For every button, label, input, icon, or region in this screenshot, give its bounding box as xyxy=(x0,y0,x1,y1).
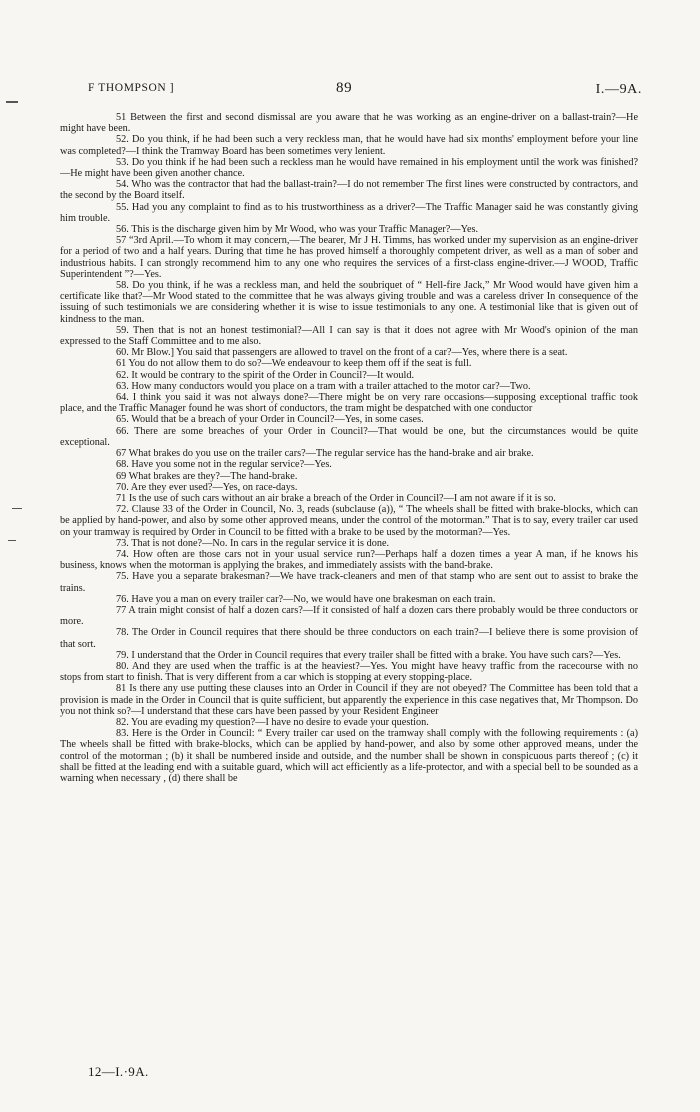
transcript-paragraph: 65. Would that be a breach of your Order in Council?—Yes, in some cases. xyxy=(116,414,424,426)
margin-mark xyxy=(8,540,16,541)
transcript-paragraph: 60. Mr Blow.] You said that passengers are allowed to travel on the front of a car?—Yes, where there is a seat. xyxy=(116,347,568,359)
document-reference: I.—9A. xyxy=(595,82,642,97)
transcript-paragraph: 55. Had you any complaint to find as to his trustworthiness as a driver?—The Traffic Manager said he was constantly giving him trouble. xyxy=(60,201,638,224)
transcript-paragraph: 79. I understand that the Order in Council requires that every trailer shall be fitted with a brake. You have such cars?—Yes. xyxy=(116,649,621,661)
page-number: 89 xyxy=(336,80,353,96)
transcript-paragraph: 78. The Order in Council requires that there should be three conductors on each train?—I believe there is some provision of that sort. xyxy=(60,627,638,650)
transcript-paragraph: 72. Clause 33 of the Order in Council, No. 3, reads (subclause (a)), “ The wheels shall be fitted with brake-blocks, which can be applied by hand-power, and also by some other approved means, under the control of the motorman.” That is to say, every trailer car used on your tramway is required by Order in Council to be fitted with a brake to be used by the motorman?—Yes. xyxy=(60,504,638,538)
transcript-paragraph: 51 Between the first and second dismissal are you aware that he was working as an engine-driver on a ballast-train?—He might have been. xyxy=(60,112,638,135)
footer-reference: 12—I.·9A. xyxy=(88,1064,149,1079)
transcript-paragraph: 57 “3rd April.—To whom it may concern,—The bearer, Mr J H. Timms, has worked under my supervision as an engine-driver for a period of two and a half years. During that time he has proved himself a thoroughly competent driver, as well as a man of sober and industrious habits. I can strongly recommend him to any one who requires the services of a first-class engine-driver.—J WOOD, Traffic Superintendent ”?—Yes. xyxy=(60,235,638,280)
transcript-paragraph: 63. How many conductors would you place on a tram with a trailer attached to the motor car?—Two. xyxy=(116,380,531,392)
transcript-paragraph: 76. Have you a man on every trailer car?—No, we would have one brakesman on each train. xyxy=(116,593,496,605)
transcript-paragraph: 59. Then that is not an honest testimonial?—All I can say is that it does not agree with Mr Wood's opinion of the man expressed to the Staff Committee and to me also. xyxy=(60,324,638,348)
transcript-body xyxy=(60,112,638,784)
transcript-paragraph: 74. How often are those cars not in your usual service run?—Perhaps half a dozen times a year A man, if he knows his business, knows when the motorman is applying the brakes, and immediately assists with the band-brake. xyxy=(60,548,638,572)
transcript-paragraph: 64. I think you said it was not always done?—There might be on very rare occasions—supposing exceptional traffic took place, and the Traffic Manager found he was short of conductors, the tram might be despatched with one conductor xyxy=(60,392,638,415)
transcript-paragraph: 81 Is there any use putting these clauses into an Order in Council if they are not obeyed? The Committee has been told that a provision is made in the Order in Council that is quite sufficient, but apparently the experience in this case negatives that, Mr Thompson. Do you not think so?—I understand that these cars have been passed by your Resident Engineer xyxy=(60,683,638,717)
transcript-paragraph: 66. There are some breaches of your Order in Council?—That would be one, but the circumstances would be quite exceptional. xyxy=(60,425,638,448)
transcript-paragraph: 70. Are they ever used?—Yes, on race-days. xyxy=(116,481,298,493)
transcript-paragraph: 56. This is the discharge given him by Mr Wood, who was your Traffic Manager?—Yes. xyxy=(116,224,479,236)
transcript-paragraph: 71 Is the use of such cars without an air brake a breach of the Order in Council?—I am not aware if it is so. xyxy=(116,492,556,504)
transcript-paragraph: 77 A train might consist of half a dozen cars?—If it consisted of half a dozen cars there probably would be three conductors or more. xyxy=(60,604,638,628)
transcript-paragraph: 82. You are evading my question?—I have no desire to evade your question. xyxy=(116,716,429,728)
transcript-paragraph: 62. It would be contrary to the spirit of the Order in Council?—It would. xyxy=(116,369,415,381)
transcript-paragraph: 67 What brakes do you use on the trailer cars?—The regular service has the hand-brake and air brake. xyxy=(116,448,534,460)
header-speaker: F THOMPSON ] xyxy=(88,82,175,94)
transcript-paragraph: 83. Here is the Order in Council: “ Every trailer car used on the tramway shall comply with the following requirements : (a) The wheels shall be fitted with brake-blocks, which can be applied by hand-power, and also by some other approved means, under the control of the motorman ; (b) it shall be numbered inside and outside, and the number shall be shown in conspicuous parts thereof ; (c) it shall be fitted at the leading end with a suitable guard, which will act efficiently as a life-protector, and with a special bell to be sounded as a warning when necessary , (d) there shall be xyxy=(60,728,638,784)
transcript-paragraph: 61 You do not allow them to do so?—We endeavour to keep them off if the seat is full. xyxy=(116,358,472,370)
transcript-paragraph: 53. Do you think if he had been such a reckless man he would have remained in his employment until the work was finished?—He might have been given another chance. xyxy=(60,156,638,180)
margin-mark xyxy=(12,508,22,509)
transcript-paragraph: 52. Do you think, if he had been such a very reckless man, that he would have had six months' employment before your line was completed?—I think the Tramway Board has been sometimes very lenient. xyxy=(60,134,638,157)
transcript-paragraph: 58. Do you think, if he was a reckless man, and held the soubriquet of “ Hell-fire Jack,” Mr Wood would have given him a certificate like that?—Mr Wood stated to the committee that he was always giving trouble and was a careless driver In consequence of the issuing of such testimonials we are considering whether it is wise to issue testimonials to any one. A testimonial like that is given out of kindness to the man. xyxy=(60,280,638,325)
transcript-paragraph: 68. Have you some not in the regular service?—Yes. xyxy=(116,459,332,471)
transcript-paragraph: 73. That is not done?—No. In cars in the regular service it is done. xyxy=(116,537,390,549)
margin-mark xyxy=(6,101,18,103)
transcript-paragraph: 75. Have you a separate brakesman?—We have track-cleaners and men of that stamp who are sent out to assist to brake the trains. xyxy=(60,571,638,594)
transcript-paragraph: 69 What brakes are they?—The hand-brake. xyxy=(116,470,298,482)
transcript-paragraph: 54. Who was the contractor that had the ballast-train?—I do not remember The first lines were constructed by contractors, and the second by the Board itself. xyxy=(60,179,638,202)
transcript-paragraph: 80. And they are used when the traffic is at the heaviest?—Yes. You might have heavy traffic from the racecourse with no stops from start to finish. That is very different from a car which is stopping at every stopping-place. xyxy=(60,660,638,684)
